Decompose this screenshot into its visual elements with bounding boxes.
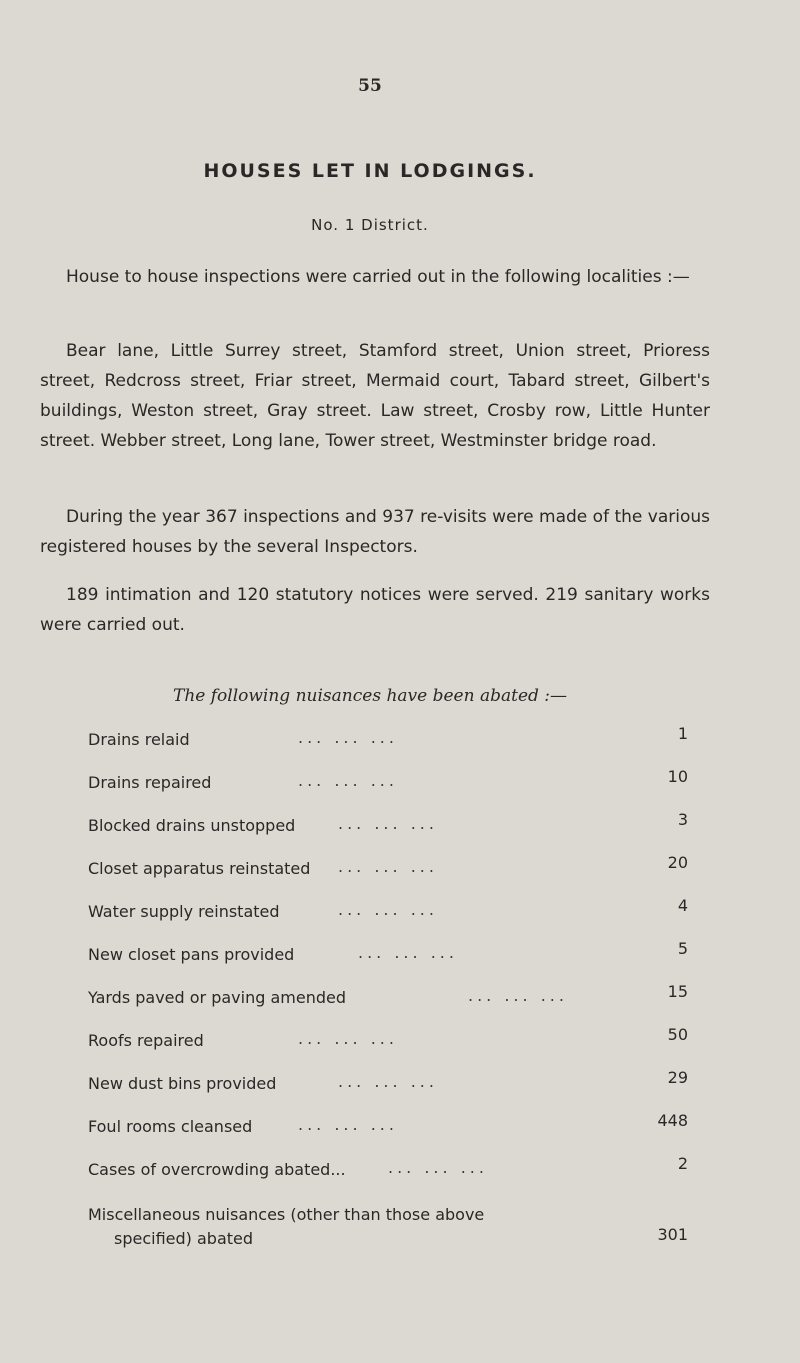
- nuisance-count: 448: [657, 1111, 688, 1130]
- nuisance-label: [88, 1203, 608, 1251]
- intro-paragraph: House to house inspections were carried out in the following localities :—: [66, 267, 690, 287]
- nuisance-count: 5: [677, 939, 688, 958]
- nuisance-label: Drains repaired: [88, 773, 212, 792]
- leader-dots: ... ... ...: [388, 1158, 488, 1177]
- nuisance-count: 29: [667, 1068, 688, 1087]
- list-item: [88, 808, 688, 851]
- nuisance-label: Yards paved or paving amended: [88, 988, 347, 1007]
- list-item: [88, 1195, 688, 1255]
- list-item: [88, 980, 688, 1023]
- nuisance-label-line1: Miscellaneous nuisances (other than those above: [88, 1205, 485, 1224]
- abated-heading: The following nuisances have been abated :—: [172, 686, 568, 706]
- nuisance-label-line2: specified) abated: [114, 1229, 254, 1248]
- nuisance-count: 20: [667, 853, 688, 872]
- leader-dots: ... ... ...: [338, 857, 438, 876]
- list-item: [88, 1023, 688, 1066]
- inspections-paragraph: During the year 367 inspections and 937 re-visits were made of the various registered houses by the several Inspectors.: [40, 507, 710, 557]
- nuisance-label: Cases of overcrowding abated...: [88, 1160, 346, 1179]
- leader-dots: ... ... ...: [298, 1029, 398, 1048]
- district-heading: No. 1 District.: [311, 216, 429, 234]
- nuisance-count: 2: [677, 1154, 688, 1173]
- list-item: [88, 894, 688, 937]
- list-item: [88, 851, 688, 894]
- leader-dots: ... ... ...: [338, 900, 438, 919]
- nuisance-label: New dust bins provided: [88, 1074, 277, 1093]
- nuisance-count: 15: [667, 982, 688, 1001]
- notices-paragraph: 189 intimation and 120 statutory notices were served. 219 sanitary works were carried out.: [40, 585, 710, 635]
- leader-dots: ... ... ...: [358, 943, 458, 962]
- list-item: [88, 1066, 688, 1109]
- page-title: HOUSES LET IN LODGINGS.: [203, 160, 537, 182]
- leader-dots: ... ... ...: [468, 986, 568, 1005]
- list-item: [88, 722, 688, 765]
- nuisance-list: [88, 722, 688, 1255]
- nuisance-count: 1: [677, 724, 688, 743]
- nuisance-count: 50: [667, 1025, 688, 1044]
- localities-paragraph: Bear lane, Little Surrey street, Stamford street, Union street, Prioress street, Redcross street, Friar street, Mermaid court, Tabard street, Gilbert's buildings, Weston street, Gray street. Law street, Crosby row, Little Hunter street. Webber street, Long lane, Tower street, Westminster bridge road.: [40, 341, 710, 451]
- leader-dots: ... ... ...: [298, 1115, 398, 1134]
- list-item: [88, 765, 688, 808]
- nuisance-count: 10: [667, 767, 688, 786]
- leader-dots: ... ... ...: [298, 771, 398, 790]
- list-item: [88, 1152, 688, 1195]
- list-item: [88, 1109, 688, 1152]
- nuisance-label: Drains relaid: [88, 730, 190, 749]
- nuisance-label: Foul rooms cleansed: [88, 1117, 253, 1136]
- leader-dots: ... ... ...: [298, 728, 398, 747]
- page-number: 55: [358, 76, 382, 96]
- nuisance-label: Blocked drains unstopped: [88, 816, 296, 835]
- leader-dots: ... ... ...: [338, 814, 438, 833]
- nuisance-count: 3: [677, 810, 688, 829]
- leader-dots: ... ... ...: [338, 1072, 438, 1091]
- nuisance-count: 301: [657, 1225, 688, 1244]
- nuisance-label: Water supply reinstated: [88, 902, 280, 921]
- nuisance-count: 4: [677, 896, 688, 915]
- nuisance-label: Closet apparatus reinstated: [88, 859, 311, 878]
- nuisance-label: New closet pans provided: [88, 945, 295, 964]
- nuisance-label: Roofs repaired: [88, 1031, 204, 1050]
- list-item: [88, 937, 688, 980]
